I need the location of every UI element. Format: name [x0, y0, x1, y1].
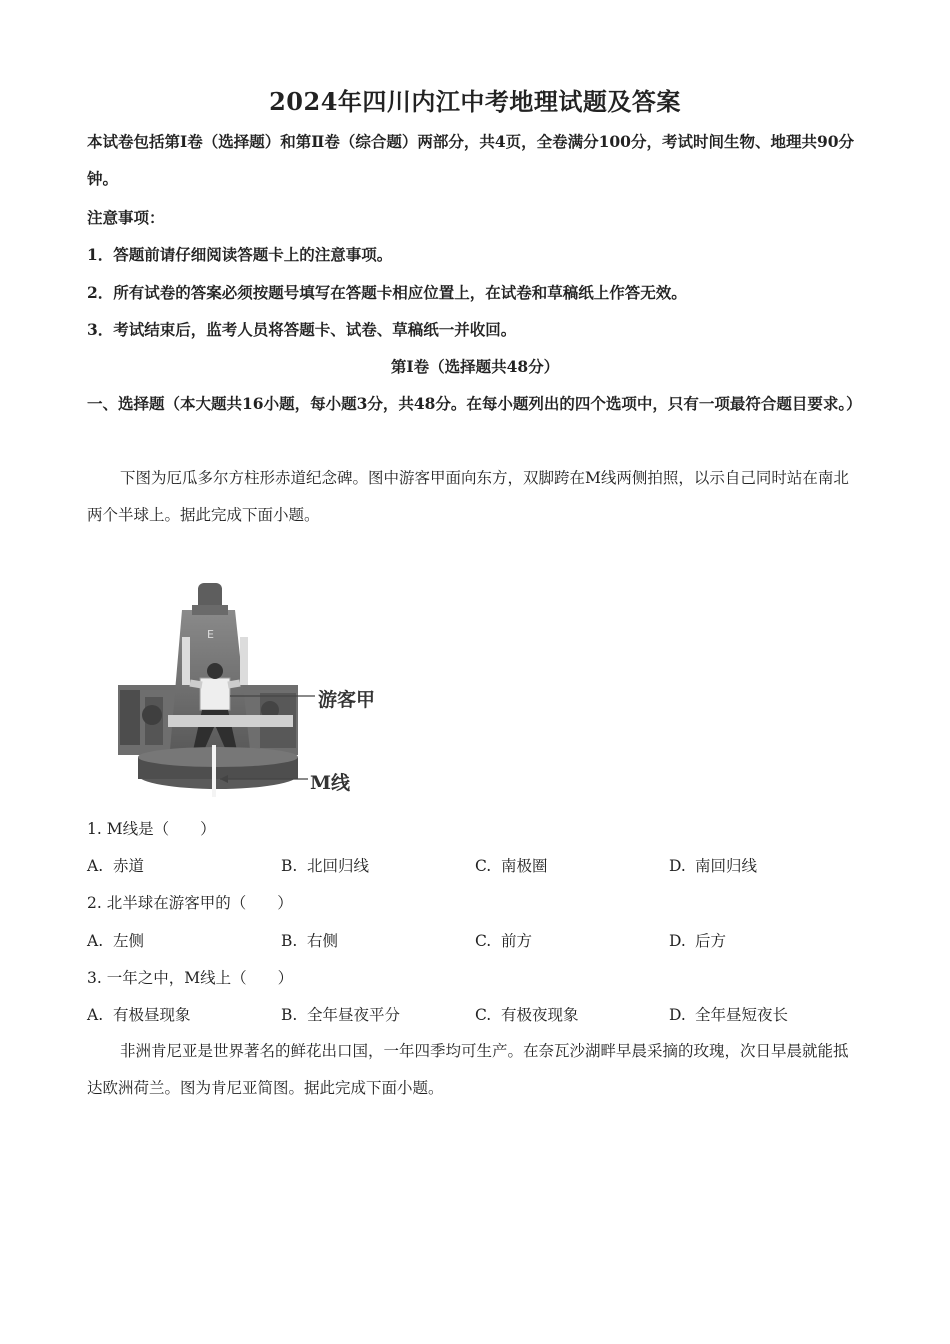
part-heading: 一、选择题（本大题共16小题，每小题3分，共48分。在每小题列出的四个选项中，只有一项最符合题目要求。） [87, 394, 862, 413]
option-a[interactable]: A. 左侧 [87, 932, 145, 950]
passage-2: 非洲肯尼亚是世界著名的鲜花出口国，一年四季均可生产。在奈瓦沙湖畔早晨采摘的玫瑰，次日早晨就能抵达欧洲荷兰。图为肯尼亚简图。据此完成下面小题。 [87, 1042, 849, 1097]
question-1-options [87, 854, 867, 878]
option-d[interactable]: D. 后方 [669, 932, 727, 950]
notice-heading: 注意事项： [87, 208, 165, 227]
option-b[interactable]: B. 右侧 [281, 932, 339, 950]
option-a[interactable]: A. 赤道 [87, 857, 145, 875]
monument-figure [110, 575, 400, 805]
option-b[interactable]: B. 全年昼夜平分 [281, 1006, 401, 1024]
option-c[interactable]: C. 前方 [475, 932, 533, 950]
page-title: 2024年四川内江中考地理试题及答案 [269, 87, 681, 116]
notice-item-2: 2．所有试卷的答案必须按题号填写在答题卡相应位置上，在试卷和草稿纸上作答无效。 [87, 283, 687, 302]
monument-letter: E [207, 628, 214, 641]
question-2-options [87, 929, 867, 953]
option-a[interactable]: A. 有极昼现象 [87, 1006, 191, 1024]
section-title: 第Ⅰ卷（选择题共48分） [390, 357, 560, 376]
option-b[interactable]: B. 北回归线 [281, 857, 370, 875]
option-d[interactable]: D. 全年昼短夜长 [669, 1006, 789, 1024]
notice-item-1: 1．答题前请仔细阅读答题卡上的注意事项。 [87, 245, 393, 264]
passage-1: 下图为厄瓜多尔方柱形赤道纪念碑。图中游客甲面向东方，双脚跨在M线两侧拍照，以示自己同时站在南北两个半球上。据此完成下面小题。 [87, 469, 849, 524]
label-m-line: M线 [310, 772, 351, 794]
question-3-stem: 3. 一年之中，M线上（ ） [87, 969, 294, 987]
option-d[interactable]: D. 南回归线 [669, 857, 758, 875]
question-1-stem: 1. M线是（ ） [87, 820, 216, 838]
intro-text: 本试卷包括第Ⅰ卷（选择题）和第Ⅱ卷（综合题）两部分，共4页，全卷满分100分，考试时间生物、地理共90分钟。 [87, 132, 855, 188]
option-c[interactable]: C. 有极夜现象 [475, 1006, 579, 1024]
question-3-options [87, 1003, 867, 1027]
question-2-stem: 2. 北半球在游客甲的（ ） [87, 894, 293, 912]
notice-item-3: 3．考试结束后，监考人员将答题卡、试卷、草稿纸一并收回。 [87, 320, 517, 339]
option-c[interactable]: C. 南极圈 [475, 857, 548, 875]
label-tourist: 游客甲 [318, 689, 376, 711]
